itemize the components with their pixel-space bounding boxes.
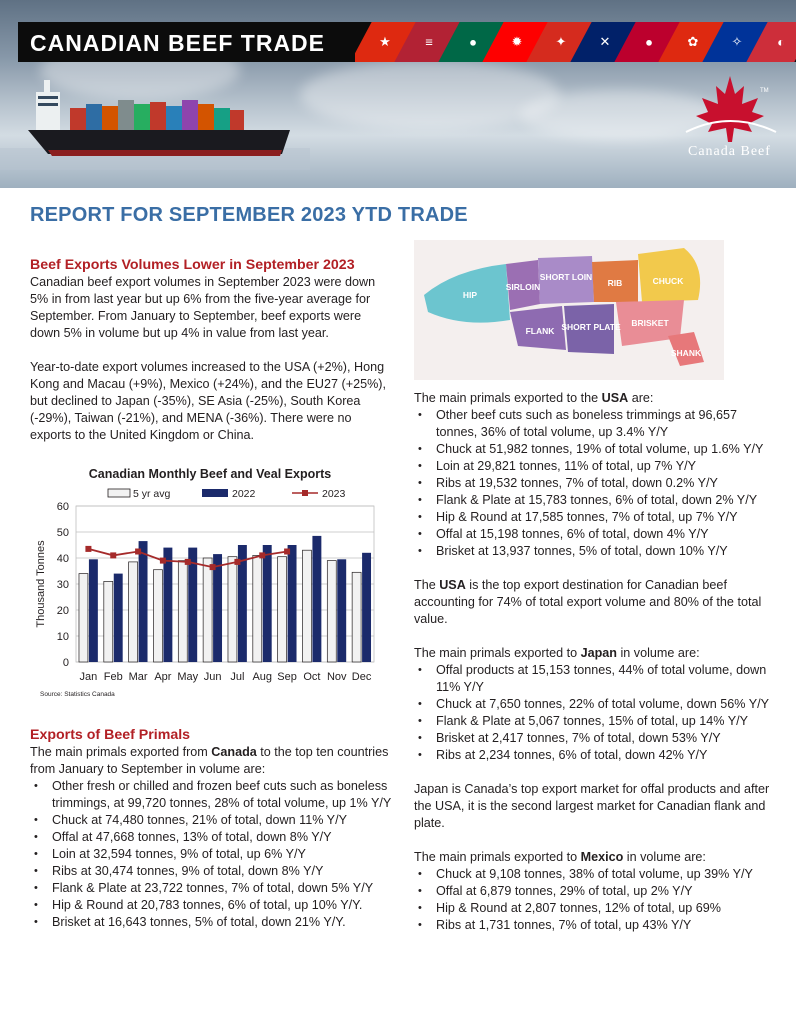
list-item: • Flank & Plate at 15,783 tonnes, 6% of total, down 2% Y/Y: [414, 492, 774, 509]
list-item: • Flank & Plate at 5,067 tonnes, 15% of total, up 14% Y/Y: [414, 713, 774, 730]
list-item: • Hip & Round at 2,807 tonnes, 12% of total, up 69%: [414, 900, 774, 917]
canada-primals-list: [30, 778, 392, 931]
point-2023: [110, 552, 116, 558]
left-column-bottom: [30, 726, 392, 931]
country-flags-strip: [355, 22, 796, 62]
legend-swatch-2022: [202, 489, 228, 497]
list-item: • Loin at 32,594 tonnes, 9% of total, up 6% Y/Y: [30, 846, 392, 863]
country-mexico: Mexico: [580, 850, 624, 864]
section-title-exports: Beef Exports Volumes Lower in September 2023: [30, 257, 355, 273]
bar-2022: [114, 574, 123, 662]
list-item: • Flank & Plate at 23,722 tonnes, 7% of total, down 5% Y/Y: [30, 880, 392, 897]
cargo-ship-image: [0, 70, 310, 170]
x-tick-label: May: [177, 671, 199, 683]
list-item: • Brisket at 2,417 tonnes, 7% of total, down 53% Y/Y: [414, 730, 774, 747]
list-item: • Other fresh or chilled and frozen beef cuts such as boneless trimmings, at 99,720 tonnes, 28% of total volume, up 1% Y/Y: [30, 778, 392, 812]
flag-glyph: ●: [469, 34, 477, 50]
logo-tm: TM: [760, 88, 769, 94]
paragraph-ytd: Year-to-date export volumes increased to the USA (+2%), Hong Kong and Macau (+9%), Mexico (+24%), and the EU27 (+25%), but declined to Japan (-35%), SE Asia (-25%), South Korea (-29%), Taiwan (-21%), and MENA (-36%). There were no exports to the United Kingdom or China.: [30, 360, 386, 442]
cut-label: HIP: [462, 290, 478, 300]
monthly-exports-chart: [30, 462, 390, 707]
point-2023: [284, 549, 290, 555]
x-tick-label: Jul: [230, 671, 245, 683]
bar-2022: [263, 545, 272, 662]
x-tick-label: Sep: [277, 671, 297, 683]
point-2023: [234, 559, 240, 565]
mexico-intro: The main primals exported to Mexico in volume are:: [414, 850, 706, 864]
country-canada: Canada: [211, 745, 257, 759]
point-2023: [185, 559, 191, 565]
point-2023: [85, 546, 91, 552]
legend-label: 2022: [232, 488, 256, 500]
x-tick-label: Apr: [154, 671, 172, 683]
x-tick-label: Aug: [252, 671, 273, 683]
y-tick-label: 20: [56, 605, 69, 617]
flag-glyph: ●: [645, 34, 653, 50]
left-column-top: [30, 256, 392, 444]
list-item: • Offal at 6,879 tonnes, 29% of total, up 2% Y/Y: [414, 883, 774, 900]
list-item: • Hip & Round at 20,783 tonnes, 6% of total, up 10% Y/Y.: [30, 897, 392, 914]
bar-2022: [213, 554, 222, 662]
list-item: • Chuck at 7,650 tonnes, 22% of total volume, down 56% Y/Y: [414, 696, 774, 713]
paragraph-exports: Canadian beef export volumes in September 2023 were down 5% in from last year but up 6% from the five-year average for September. From January to September, beef exports were down 5% in volume but up 4% in value from last year.: [30, 275, 376, 340]
x-tick-label: Nov: [326, 671, 347, 683]
chart-title: Canadian Monthly Beef and Veal Exports: [88, 467, 332, 481]
cut-label: SHORT PLATE: [561, 322, 621, 332]
bar-5yr-avg: [228, 557, 237, 662]
bar-2022: [163, 548, 172, 662]
bar-2022: [89, 559, 98, 662]
legend-marker-2023: [302, 490, 308, 496]
beef-primal-cuts-diagram: [414, 240, 724, 380]
point-2023: [259, 552, 265, 558]
flag-glyph: ✦: [555, 34, 567, 49]
page-title: REPORT FOR SEPTEMBER 2023 YTD TRADE: [30, 204, 468, 226]
point-2023: [135, 549, 141, 555]
cut-chuck: [638, 248, 700, 302]
list-item: • Hip & Round at 17,585 tonnes, 7% of total, up 7% Y/Y: [414, 509, 774, 526]
list-item: • Loin at 29,821 tonnes, 11% of total, up 7% Y/Y: [414, 458, 774, 475]
list-item: • Ribs at 30,474 tonnes, 9% of total, down 8% Y/Y: [30, 863, 392, 880]
cut-label: BRISKET: [631, 318, 669, 328]
bar-5yr-avg: [104, 581, 113, 662]
x-tick-label: Oct: [303, 671, 321, 683]
list-item: • Offal at 15,198 tonnes, 6% of total, down 4% Y/Y: [414, 526, 774, 543]
list-item: • Chuck at 9,108 tonnes, 38% of total volume, up 39% Y/Y: [414, 866, 774, 883]
y-tick-label: 0: [62, 657, 69, 669]
section-title-primals: Exports of Beef Primals: [30, 727, 191, 743]
list-item: • Ribs at 1,731 tonnes, 7% of total, up 43% Y/Y: [414, 917, 774, 934]
flag-glyph: ≡: [425, 34, 433, 50]
y-tick-label: 40: [56, 553, 69, 565]
bar-2022: [337, 559, 346, 662]
bar-2022: [312, 536, 321, 662]
japan-summary: Japan is Canada’s top export market for offal products and after the USA, it is the second largest market for Canadian flank and plate.: [414, 782, 770, 830]
usa-primals-list: [414, 407, 774, 560]
list-item: • Brisket at 16,643 tonnes, 5% of total, down 21% Y/Y.: [30, 914, 392, 931]
bar-5yr-avg: [153, 570, 162, 662]
bar-5yr-avg: [178, 561, 187, 662]
point-2023: [160, 558, 166, 564]
cut-label: RIB: [607, 278, 623, 288]
list-item: • Chuck at 74,480 tonnes, 21% of total, down 11% Y/Y: [30, 812, 392, 829]
bar-5yr-avg: [79, 574, 88, 662]
chart-svg: [30, 462, 390, 707]
flag-glyph: ✕: [599, 34, 611, 49]
banner-title: CANADIAN BEEF TRADE: [30, 30, 325, 56]
list-item: • Offal products at 15,153 tonnes, 44% of total volume, down 11% Y/Y: [414, 662, 774, 696]
y-tick-label: 10: [56, 631, 69, 643]
japan-primals-list: [414, 662, 774, 764]
bar-5yr-avg: [327, 561, 336, 662]
point-2023: [210, 564, 216, 570]
country-japan: Japan: [580, 646, 617, 660]
x-tick-label: Jan: [79, 671, 98, 683]
country-usa: USA: [601, 391, 629, 405]
bar-2022: [362, 553, 371, 662]
legend-label: 5 yr avg: [133, 488, 171, 500]
flag-glyph: ✧: [731, 34, 743, 49]
bar-5yr-avg: [253, 555, 262, 662]
cut-label: SIRLOIN: [505, 282, 541, 292]
mexico-primals-list: [414, 866, 774, 934]
japan-intro: The main primals exported to Japan in volume are:: [414, 646, 700, 660]
list-item: • Other beef cuts such as boneless trimmings at 96,657 tonnes, 36% of total volume, up 3.4% Y/Y: [414, 407, 774, 441]
right-column: [414, 390, 774, 934]
legend-label: 2023: [322, 488, 346, 500]
legend-swatch-5yr: [108, 489, 130, 497]
usa-summary: The USA is the top export destination for Canadian beef accounting for 74% of total export volume and 80% of the total value.: [414, 578, 762, 626]
bar-5yr-avg: [203, 558, 212, 662]
logo-text: Canada Beef: [688, 144, 771, 159]
y-tick-label: 30: [56, 579, 69, 591]
bar-5yr-avg: [302, 550, 311, 662]
bar-5yr-avg: [352, 572, 361, 662]
bar-2022: [139, 541, 148, 662]
cut-label: SHORT LOIN: [539, 272, 593, 282]
list-item: • Ribs at 2,234 tonnes, 6% of total, down 42% Y/Y: [414, 747, 774, 764]
primals-intro: The main primals exported from Canada to the top ten countries from January to September in volume are:: [30, 745, 389, 776]
bar-5yr-avg: [278, 557, 287, 662]
bar-5yr-avg: [129, 562, 138, 662]
list-item: • Chuck at 51,982 tonnes, 19% of total volume, up 1.6% Y/Y: [414, 441, 774, 458]
cut-label: CHUCK: [652, 276, 684, 286]
chart-source: Source: Statistics Canada: [40, 691, 115, 698]
x-tick-label: Feb: [103, 671, 123, 683]
x-tick-label: Dec: [351, 671, 372, 683]
x-tick-label: Mar: [128, 671, 148, 683]
y-tick-label: 60: [56, 501, 69, 513]
bar-2022: [288, 545, 297, 662]
y-axis-label: Thousand Tonnes: [35, 540, 47, 628]
flag-glyph: ✿: [687, 34, 699, 49]
list-item: • Ribs at 19,532 tonnes, 7% of total, down 0.2% Y/Y: [414, 475, 774, 492]
cut-label: FLANK: [525, 326, 555, 336]
list-item: • Brisket at 13,937 tonnes, 5% of total, down 10% Y/Y: [414, 543, 774, 560]
cut-label: SHANK: [670, 348, 702, 358]
list-item: • Offal at 47,668 tonnes, 13% of total, down 8% Y/Y: [30, 829, 392, 846]
flag-glyph: ✹: [511, 34, 523, 49]
flag-glyph: ★: [379, 34, 391, 49]
y-tick-label: 50: [56, 527, 69, 539]
x-tick-label: Jun: [203, 671, 222, 683]
usa-intro: The main primals exported to the USA are:: [414, 391, 654, 405]
flag-glyph: ◐: [777, 34, 785, 50]
